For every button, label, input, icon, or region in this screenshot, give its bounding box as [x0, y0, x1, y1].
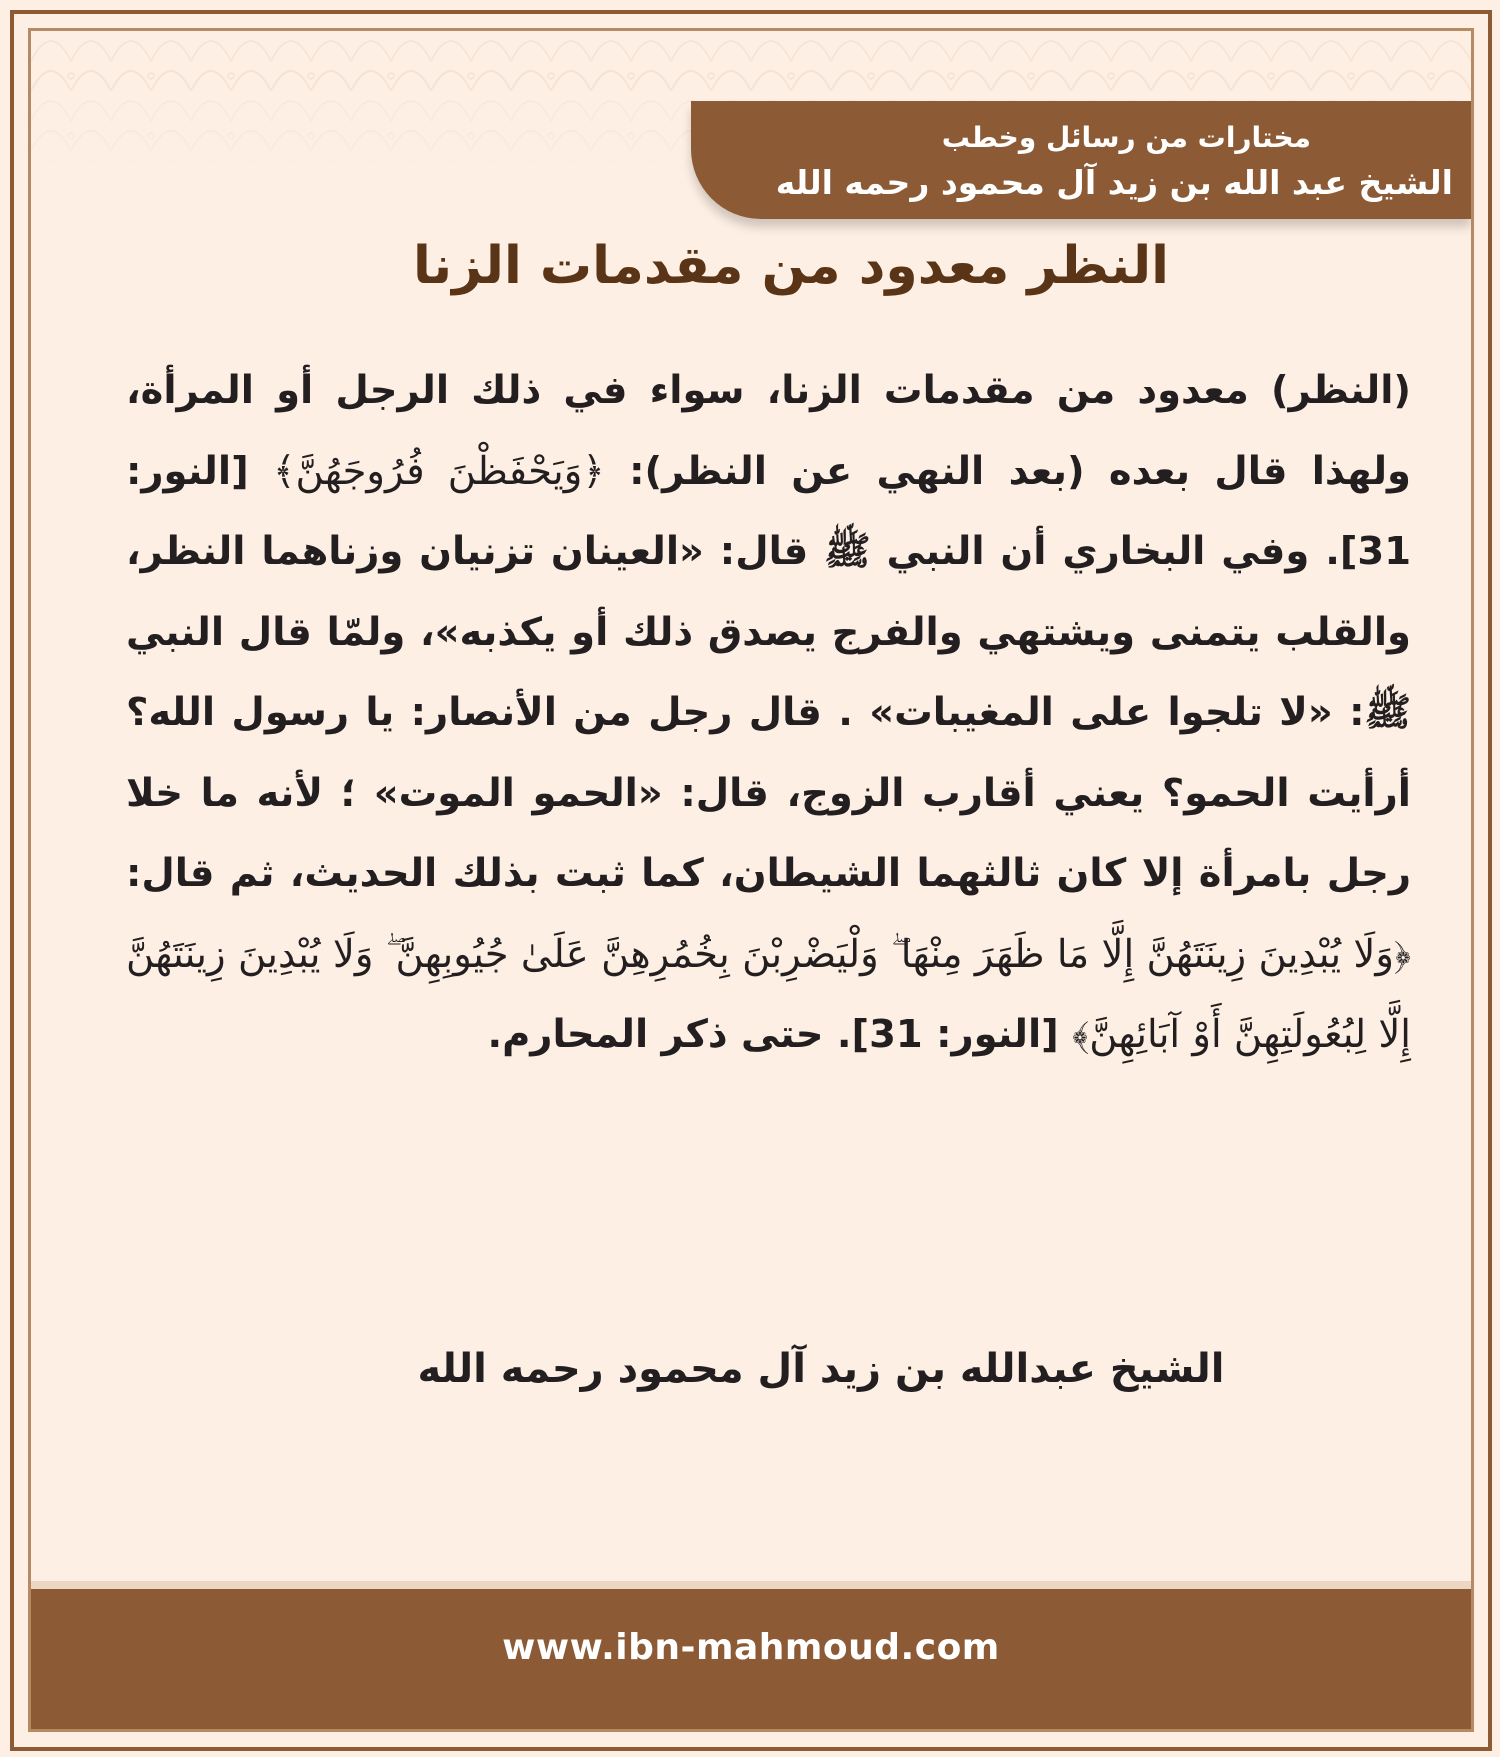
footer-bar: [31, 1581, 1471, 1729]
signature: الشيخ عبدالله بن زيد آل محمود رحمه الله: [417, 1346, 1225, 1392]
body-text-part-3: [النور: 31]. حتى ذكر المحارم.: [487, 1012, 1073, 1057]
card: [28, 28, 1474, 1732]
header-subtitle: مختارات من رسائل وخطب: [941, 121, 1311, 154]
header-author: الشيخ عبد الله بن زيد آل محمود رحمه الله: [775, 163, 1453, 202]
quran-verse-2: ﴿وَلَا يُبْدِينَ زِينَتَهُنَّ إِلَّا مَا ظَهَرَ مِنْهَا ۖ وَلْيَضْرِبْنَ بِخُمُرِهِنَّ عَلَىٰ جُيُوبِهِنَّ ۖ وَلَا يُبْدِينَ زِينَتَهُنَّ إِلَّا لِبُعُولَتِهِنَّ أَوْ آبَائِهِنَّ﴾: [126, 931, 1411, 1057]
body-text-part-1: (النظر) معدود من مقدمات الزنا، سواء في ذلك الرجل أو المرأة، ولهذا قال بعده (بعد النهي عن النظر):: [126, 368, 1411, 494]
article-body: [126, 351, 1411, 1076]
body-text-part-2: [النور: 31]. وفي البخاري أن النبي ﷺ قال: «العينان تزنيان وزناهما النظر، والقلب يتمنى ويشتهي والفرج يصدق ذلك أو يكذبه»، ولمّا قال النبي ﷺ: «لا تلجوا على المغيبات» . قال رجل من الأنصار: يا رسول الله؟ أرأيت الحمو؟ يعني أقارب الزوج، قال: «الحمو الموت» ؛ لأنه ما خلا رجل بامرأة إلا كان ثالثهما الشيطان، كما ثبت بذلك الحديث، ثم قال:: [126, 448, 1411, 896]
quran-verse-1: ﴿وَيَحْفَظْنَ فُرُوجَهُنَّ﴾: [272, 448, 605, 494]
article-title: النظر معدود من مقدمات الزنا: [413, 236, 1169, 296]
header-banner: [691, 101, 1471, 219]
website-link[interactable]: www.ibn-mahmoud.com: [502, 1627, 1000, 1668]
